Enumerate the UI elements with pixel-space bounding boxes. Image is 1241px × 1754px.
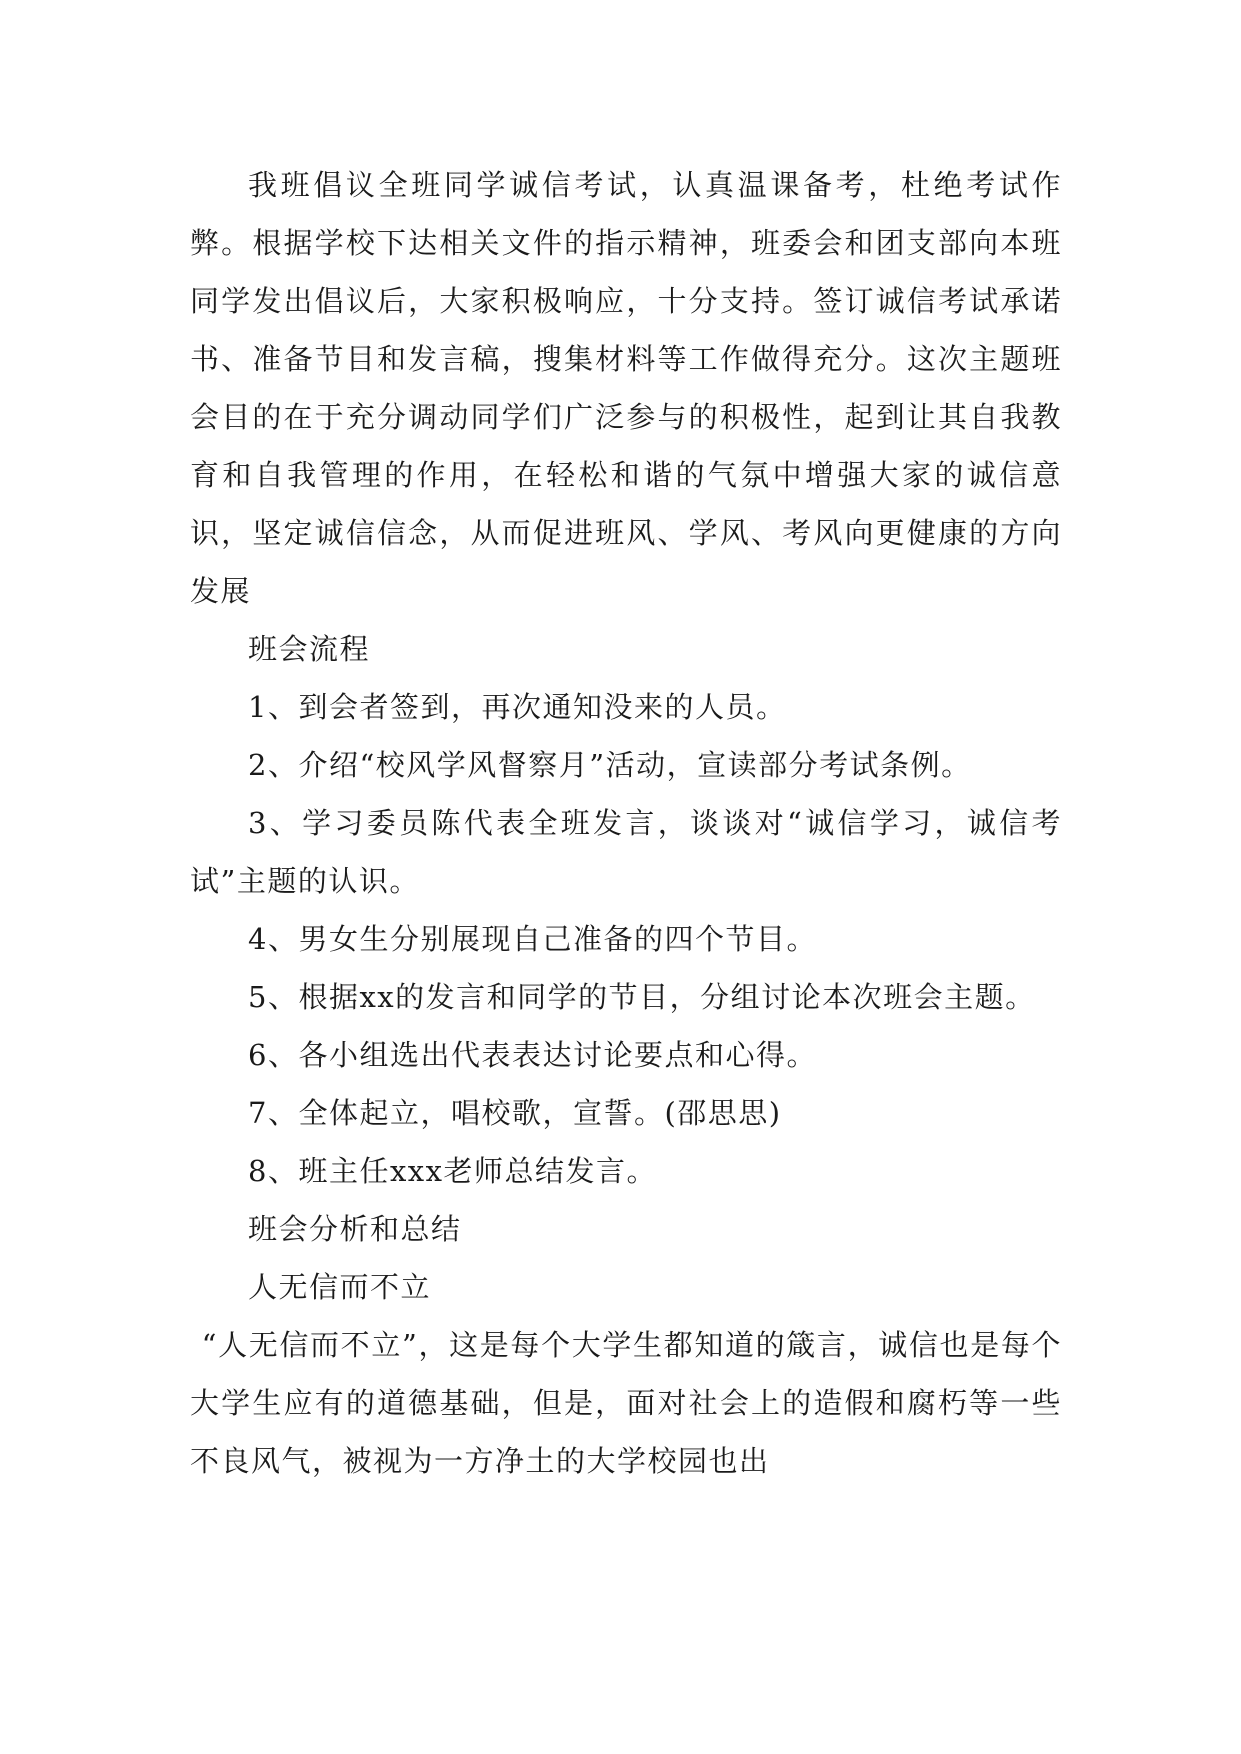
analysis-paragraph: “人无信而不立”，这是每个大学生都知道的箴言，诚信也是每个大学生应有的道德基础，但是，面对社会上的造假和腐朽等一些不良风气，被视为一方净土的大学校园也出 xyxy=(190,1328,1062,1478)
section-heading-analysis: 班会分析和总结 xyxy=(248,1212,462,1246)
document-body xyxy=(190,156,1062,1490)
procedure-step-6: 6、各小组选出代表表达讨论要点和心得。 xyxy=(248,1038,817,1072)
procedure-step-7: 7、全体起立，唱校歌，宣誓。(邵思思) xyxy=(248,1096,782,1130)
section-heading-procedure: 班会流程 xyxy=(248,632,371,666)
procedure-step-1: 1、到会者签到，再次通知没来的人员。 xyxy=(248,690,787,724)
intro-paragraph: 我班倡议全班同学诚信考试，认真温课备考，杜绝考试作弊。根据学校下达相关文件的指示精神，班委会和团支部向本班同学发出倡议后，大家积极响应，十分支持。签订诚信考试承诺书、准备节目和发言稿，搜集材料等工作做得充分。这次主题班会目的在于充分调动同学们广泛参与的积极性，起到让其自我教育和自我管理的作用，在轻松和谐的气氛中增强大家的诚信意识，坚定诚信信念，从而促进班风、学风、考风向更健康的方向发展 xyxy=(190,168,1062,608)
procedure-step-4: 4、男女生分别展现自己准备的四个节目。 xyxy=(248,922,817,956)
section-subheading: 人无信而不立 xyxy=(248,1270,432,1304)
procedure-step-5: 5、根据xx的发言和同学的节目，分组讨论本次班会主题。 xyxy=(248,980,1036,1014)
procedure-step-8: 8、班主任xxx老师总结发言。 xyxy=(248,1154,658,1188)
procedure-step-3: 3、学习委员陈代表全班发言，谈谈对“诚信学习，诚信考试”主题的认识。 xyxy=(190,806,1062,898)
procedure-step-2: 2、介绍“校风学风督察月”活动，宣读部分考试条例。 xyxy=(248,748,972,782)
